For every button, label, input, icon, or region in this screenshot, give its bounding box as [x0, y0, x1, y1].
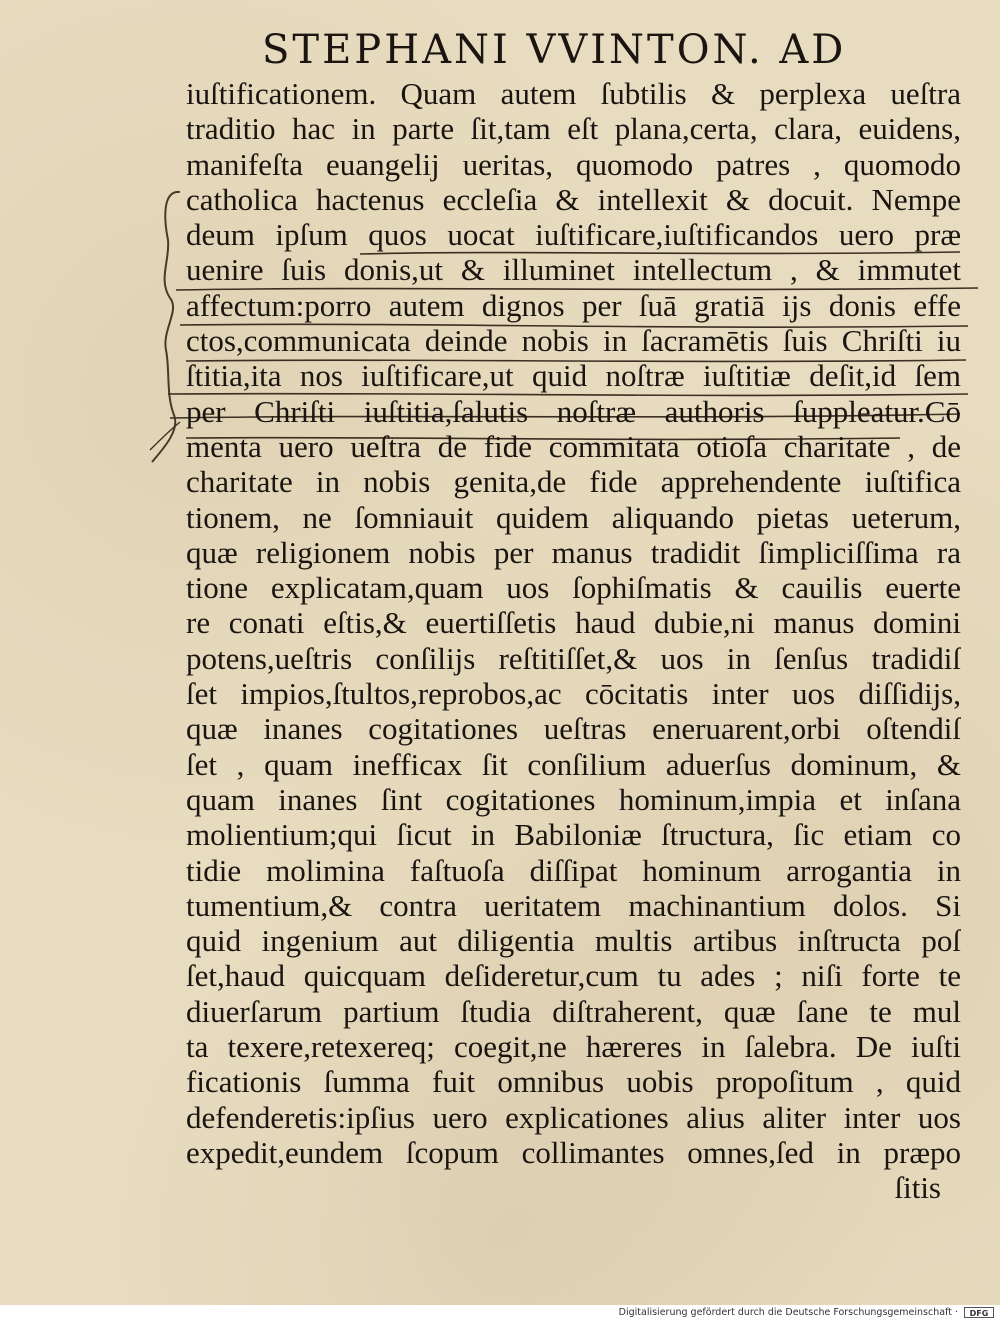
text-line: catholica hactenus eccleſia & intellexit & docuit. Nempe: [186, 181, 961, 217]
text-line: tidie molimina faſtuoſa diſſipat hominum arrogantia in: [186, 852, 961, 888]
text-line: manifeſta euangelij ueritas, quomodo patres , quomodo: [186, 146, 961, 182]
text-line: traditio hac in parte ſit,tam eſt plana,certa, clara, euidens,: [186, 111, 961, 147]
text-line: charitate in nobis genita,de fide apprehendente iuſtifica: [186, 464, 961, 500]
text-line: ctos,communicata deinde nobis in ſacramētis ſuis Chriſti iu: [186, 323, 961, 359]
text-line: ficationis ſumma fuit omnibus uobis propoſitum , quid: [186, 1064, 961, 1100]
body-text: [186, 76, 961, 1206]
text-line: defenderetis:ipſius uero explicationes alius aliter inter uos: [186, 1099, 961, 1135]
text-line: molientium;qui ſicut in Babiloniæ ſtructura, ſic etiam co: [186, 817, 961, 853]
text-line: quæ religionem nobis per manus tradidit ſimpliciſſima ra: [186, 534, 961, 570]
text-line: diuerſarum partium ſtudia diſtraherent, quæ ſane te mul: [186, 993, 961, 1029]
text-line: deum ipſum quos uocat iuſtificare,iuſtificandos uero præ: [186, 217, 961, 253]
text-line: re conati eſtis,& euertiſſetis haud dubie,ni manus domini: [186, 605, 961, 641]
text-line: quid ingenium aut diligentia multis artibus inſtructa poſ: [186, 923, 961, 959]
text-line: potens,ueſtris conſilijs reſtitiſſet,& uos in ſenſus tradidiſ: [186, 640, 961, 676]
text-line: ſet , quam inefficax ſit conſilium aduerſus dominum, &: [186, 746, 961, 782]
text-line: iuſtificationem. Quam autem ſubtilis & perplexa ueſtra: [186, 76, 961, 111]
text-line: tionem, ne ſomniauit quidem aliquando pietas ueterum,: [186, 499, 961, 535]
text-line: menta uero ueſtra de fide commitata otioſa charitate , de: [186, 428, 961, 464]
text-line: quam inanes ſint cogitationes hominum,impia et inſana: [186, 781, 961, 817]
text-line: ta texere,retexereq; coegit,ne hæreres in ſalebra. De iuſti: [186, 1029, 961, 1065]
text-line: tione explicatam,quam uos ſophiſmatis & cauilis euerte: [186, 570, 961, 606]
text-line: quæ inanes cogitationes ueſtras eneruarent,orbi oſtendiſ: [186, 711, 961, 747]
dfg-logo: DFG: [964, 1307, 994, 1318]
running-head: STEPHANI VVINTON. AD: [262, 27, 847, 73]
text-line: tumentium,& contra ueritatem machinantium dolos. Si: [186, 887, 961, 923]
footer-bar: [0, 1305, 1000, 1321]
text-line: ſet,haud quicquam deſideretur,cum tu ades ; niſi forte te: [186, 958, 961, 994]
text-line: per Chriſti iuſtitia,ſalutis noſtræ authoris ſuppleatur.Cō: [186, 393, 961, 429]
text-line: ſtitia,ita nos iuſtificare,ut quid noſtræ iuſtitiæ deſit,id ſem: [186, 358, 961, 394]
text-line: expedit,eundem ſcopum collimantes omnes,ſed in præpo: [186, 1134, 961, 1170]
text-line: ſet impios,ſtultos,reprobos,ac cōcitatis inter uos diſſidijs,: [186, 676, 961, 712]
text-line: affectum:porro autem dignos per ſuā gratiā ijs donis effe: [186, 287, 961, 323]
text-line: uenire ſuis donis,ut & illuminet intellectum , & immutet: [186, 252, 961, 288]
catchword: ſitis: [894, 1170, 941, 1206]
funding-credit: Digitalisierung gefördert durch die Deutsche Forschungsgemeinschaft ·: [618, 1307, 958, 1318]
